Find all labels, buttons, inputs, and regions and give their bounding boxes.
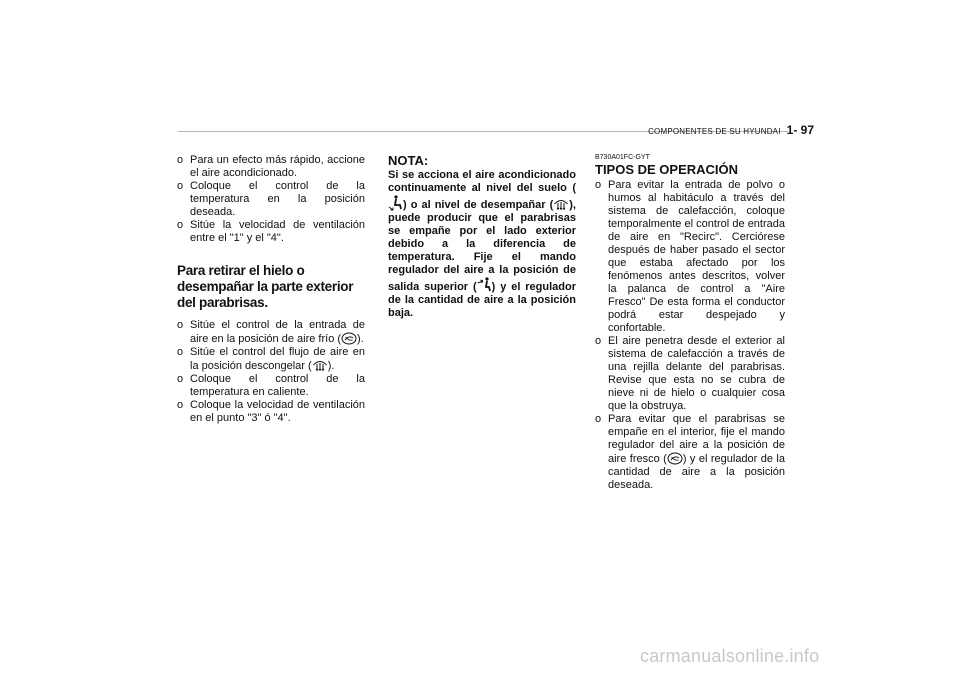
section-title-operation: TIPOS DE OPERACIÓN [595,162,739,177]
list-item [177,219,365,245]
fresh-air-icon [667,452,683,465]
list-item [177,399,365,425]
bullet: o [177,399,184,411]
list-item [177,154,365,180]
bullet: o [177,180,184,192]
bullet: o [177,373,184,385]
bullet: o [177,346,184,358]
column-right [595,154,785,492]
list-item-text: Para un efecto más rápido, accione el aire acondicionado. [190,154,365,179]
section-title: COMPONENTES DE SU HYUNDAI [648,127,781,136]
list-item-text: Sitúe el control de la entrada de aire en la posición de aire frío ( ). [190,319,365,345]
list-item-text: Coloque la velocidad de ventilación en el punto "3" ó "4". [190,399,365,424]
list-item [177,373,365,399]
page-header [648,123,814,137]
list-item-text: Sitúe el control del flujo de aire en la posición descongelar ( ). [190,346,365,372]
list-defrost-exterior [177,319,365,425]
column-middle [388,154,576,320]
list-item [177,346,365,373]
section-heading: Para retirar el hielo o desempañar la parte exterior del parabrisas. [177,263,354,310]
list-item-text: Para evitar la entrada de polvo o humos al habitáculo a través del sistema de calefacción, coloque temporalmente el control de entrada de aire en "Recirc". Cerciórese después de haber pasado el sector que estaba afectado por los fenómenos antes descritos, volver la palanca de control a "Aire Fresco" De esta forma el conductor podrá estar despejado y confortable. [608,179,785,334]
list-item-text: Para evitar que el parabrisas se empañe en el interior, fije el mando regulador del aire a la posición de aire fresco ( ) y el regulador de la cantidad de aire a la posición deseada. [608,413,785,491]
watermark: carmanualsonline.info [640,646,820,666]
list-item [595,413,785,492]
floor-vent-icon [388,195,403,211]
list-quick-effect [177,154,365,245]
list-item [595,335,785,413]
list-item [177,180,365,219]
list-item-text: Coloque el control de la temperatura en la posición deseada. [190,180,365,218]
defrost-icon [312,359,328,372]
bullet: o [595,413,602,425]
bullet: o [177,154,184,166]
list-item [595,179,785,335]
list-item-text: El aire penetra desde el exterior al sistema de calefacción a través de una rejilla delante del parabrisas. Revise que esta no se cubra de nieve ni de hielo o cualquier cosa que la obstruya. [608,335,785,412]
bullet: o [595,179,602,191]
bullet: o [177,319,184,331]
note-body: Si se acciona el aire acondicionado continuamente al nivel del suelo ( ) o al nivel de desempañar ( ), puede producir que el parabrisas se empañe por el lado exterior debido a la diferencia de temperatura. Fije el mando regulador del aire a la posición de salida superior ( ) y el regulador de la cantidad de aire a la posición baja. [388,169,576,319]
bullet: o [177,219,184,231]
list-item-text: Coloque el control de la temperatura en caliente. [190,373,365,398]
face-vent-icon [477,277,492,293]
page-number: 1- 97 [786,123,814,137]
column-left [177,154,365,425]
fresh-air-icon [341,332,357,345]
list-item-text: Sitúe la velocidad de ventilación entre el "1" y el "4". [190,219,365,244]
defrost-icon [553,198,569,211]
note-title: NOTA: [388,153,429,168]
section-code: B730A01FC-GYT [595,154,650,161]
list-item [177,319,365,346]
bullet: o [595,335,602,347]
